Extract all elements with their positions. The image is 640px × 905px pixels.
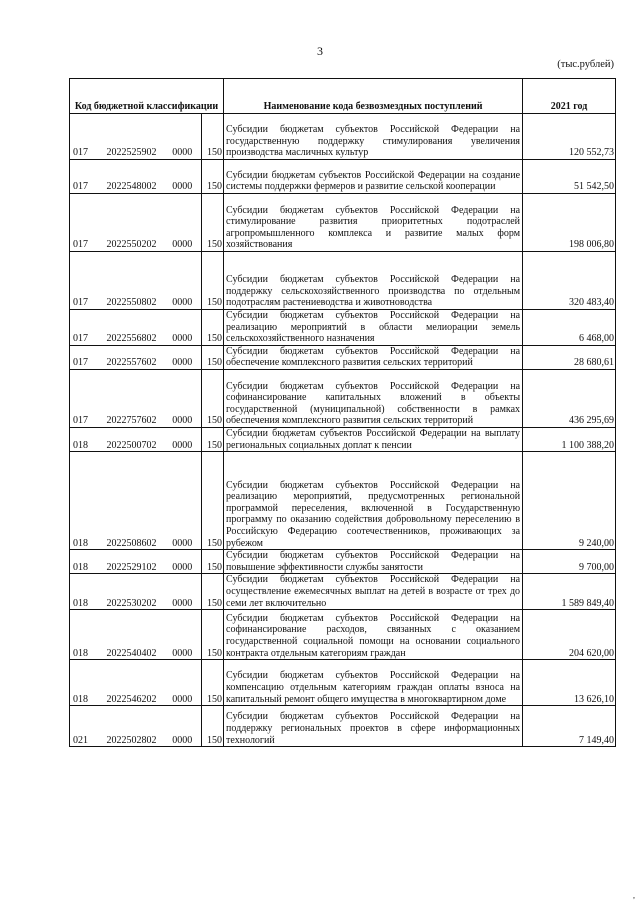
admin-cell: 018: [70, 550, 100, 574]
code-cell: 2022550802: [100, 252, 164, 310]
table-row: [70, 452, 616, 550]
program-cell: 0000: [164, 114, 202, 160]
table-row: [70, 345, 616, 369]
admin-cell: 017: [70, 369, 100, 427]
code-cell: 2022546202: [100, 660, 164, 706]
amount-cell: 13 626,10: [523, 660, 616, 706]
kosgu-cell: 150: [202, 310, 224, 346]
amount-cell: 7 149,40: [523, 706, 616, 747]
table-row: [70, 114, 616, 160]
code-cell: 2022548002: [100, 160, 164, 194]
code-cell: 2022530202: [100, 574, 164, 610]
admin-cell: 018: [70, 452, 100, 550]
name-cell: Субсидии бюджетам субъектов Российской Федерации на софинансирование капитальных вложений в объекты государственной (муниципальной) собственности в рамках обеспечения комплексного развития сельских территорий: [224, 369, 523, 427]
code-cell: 2022757602: [100, 369, 164, 427]
table-row: [70, 310, 616, 346]
table-row: [70, 252, 616, 310]
table-row: [70, 610, 616, 660]
code-cell: 2022556802: [100, 310, 164, 346]
amount-cell: 1 589 849,40: [523, 574, 616, 610]
header-year: 2021 год: [523, 79, 616, 114]
kosgu-cell: 150: [202, 194, 224, 252]
table-row: [70, 660, 616, 706]
kosgu-cell: 150: [202, 610, 224, 660]
admin-cell: 017: [70, 345, 100, 369]
name-cell: Субсидии бюджетам субъектов Российской Федерации на повышение эффективности службы занятости: [224, 550, 523, 574]
amount-cell: 6 468,00: [523, 310, 616, 346]
page-number: 3: [317, 44, 323, 58]
program-cell: 0000: [164, 660, 202, 706]
amount-cell: 51 542,50: [523, 160, 616, 194]
program-cell: 0000: [164, 452, 202, 550]
admin-cell: 017: [70, 310, 100, 346]
amount-cell: 28 680,61: [523, 345, 616, 369]
program-cell: 0000: [164, 345, 202, 369]
amount-cell: 198 006,80: [523, 194, 616, 252]
budget-table: [69, 78, 616, 747]
name-cell: Субсидии бюджетам субъектов Российской Федерации на софинансирование расходов, связанных с оказанием государственной социальной помощи на основании социального контракта отдельным категориям граждан: [224, 610, 523, 660]
amount-cell: 1 100 388,20: [523, 427, 616, 451]
amount-cell: 9 700,00: [523, 550, 616, 574]
admin-cell: 018: [70, 660, 100, 706]
name-cell: Субсидии бюджетам субъектов Российской Федерации на создание системы поддержки фермеров и развитие сельской кооперации: [224, 160, 523, 194]
name-cell: Субсидии бюджетам субъектов Российской Федерации на реализацию мероприятий, предусмотренных региональной программой переселения, включенной в Государственную программу по оказанию содействия добровольному переселению в Российскую Федерацию соотечественников, проживающих за рубежом: [224, 452, 523, 550]
kosgu-cell: 150: [202, 369, 224, 427]
admin-cell: 018: [70, 427, 100, 451]
name-cell: Субсидии бюджетам субъектов Российской Федерации на компенсацию отдельным категориям граждан оплаты взноса на капитальный ремонт общего имущества в многоквартирном доме: [224, 660, 523, 706]
units-label: (тыс.рублей): [557, 59, 614, 70]
program-cell: 0000: [164, 574, 202, 610]
amount-cell: 320 483,40: [523, 252, 616, 310]
table-row: [70, 194, 616, 252]
program-cell: 0000: [164, 194, 202, 252]
name-cell: Субсидии бюджетам субъектов Российской Федерации на выплату региональных социальных доплат к пенсии: [224, 427, 523, 451]
kosgu-cell: 150: [202, 427, 224, 451]
code-cell: 2022508602: [100, 452, 164, 550]
kosgu-cell: 150: [202, 252, 224, 310]
kosgu-cell: 150: [202, 660, 224, 706]
admin-cell: 017: [70, 252, 100, 310]
kosgu-cell: 150: [202, 114, 224, 160]
code-cell: 2022525902: [100, 114, 164, 160]
kosgu-cell: 150: [202, 345, 224, 369]
corner-mark: ,: [633, 891, 635, 900]
header-name: Наименование кода безвозмездных поступлений: [224, 79, 523, 114]
program-cell: 0000: [164, 160, 202, 194]
table-row: [70, 427, 616, 451]
table-row: [70, 369, 616, 427]
name-cell: Субсидии бюджетам субъектов Российской Федерации на обеспечение комплексного развития сельских территорий: [224, 345, 523, 369]
program-cell: 0000: [164, 252, 202, 310]
kosgu-cell: 150: [202, 160, 224, 194]
admin-cell: 017: [70, 160, 100, 194]
program-cell: 0000: [164, 369, 202, 427]
program-cell: 0000: [164, 610, 202, 660]
name-cell: Субсидии бюджетам субъектов Российской Федерации на государственную поддержку стимулирования увеличения производства масличных культур: [224, 114, 523, 160]
name-cell: Субсидии бюджетам субъектов Российской Федерации на реализацию мероприятий в области мелиорации земель сельскохозяйственного назначения: [224, 310, 523, 346]
code-cell: 2022500702: [100, 427, 164, 451]
table-body: [70, 114, 616, 747]
code-cell: 2022540402: [100, 610, 164, 660]
header-code: Код бюджетной классификации: [70, 79, 224, 114]
kosgu-cell: 150: [202, 574, 224, 610]
table-row: [70, 550, 616, 574]
name-cell: Субсидии бюджетам субъектов Российской Федерации на поддержку сельскохозяйственного производства по отдельным подотраслям растениеводства и животноводства: [224, 252, 523, 310]
name-cell: Субсидии бюджетам субъектов Российской Федерации на стимулирование развития приоритетных подотраслей агропромышленного комплекса и развитие малых форм хозяйствования: [224, 194, 523, 252]
amount-cell: 9 240,00: [523, 452, 616, 550]
table-row: [70, 574, 616, 610]
table-row: [70, 706, 616, 747]
kosgu-cell: 150: [202, 706, 224, 747]
admin-cell: 018: [70, 610, 100, 660]
code-cell: 2022502802: [100, 706, 164, 747]
program-cell: 0000: [164, 550, 202, 574]
amount-cell: 120 552,73: [523, 114, 616, 160]
admin-cell: 018: [70, 574, 100, 610]
name-cell: Субсидии бюджетам субъектов Российской Федерации на поддержку региональных проектов в сфере информационных технологий: [224, 706, 523, 747]
program-cell: 0000: [164, 310, 202, 346]
kosgu-cell: 150: [202, 452, 224, 550]
code-cell: 2022550202: [100, 194, 164, 252]
program-cell: 0000: [164, 427, 202, 451]
admin-cell: 017: [70, 114, 100, 160]
amount-cell: 204 620,00: [523, 610, 616, 660]
code-cell: 2022529102: [100, 550, 164, 574]
admin-cell: 017: [70, 194, 100, 252]
code-cell: 2022557602: [100, 345, 164, 369]
table-row: [70, 160, 616, 194]
program-cell: 0000: [164, 706, 202, 747]
admin-cell: 021: [70, 706, 100, 747]
name-cell: Субсидии бюджетам субъектов Российской Федерации на осуществление ежемесячных выплат на детей в возрасте от трех до семи лет включительно: [224, 574, 523, 610]
kosgu-cell: 150: [202, 550, 224, 574]
amount-cell: 436 295,69: [523, 369, 616, 427]
